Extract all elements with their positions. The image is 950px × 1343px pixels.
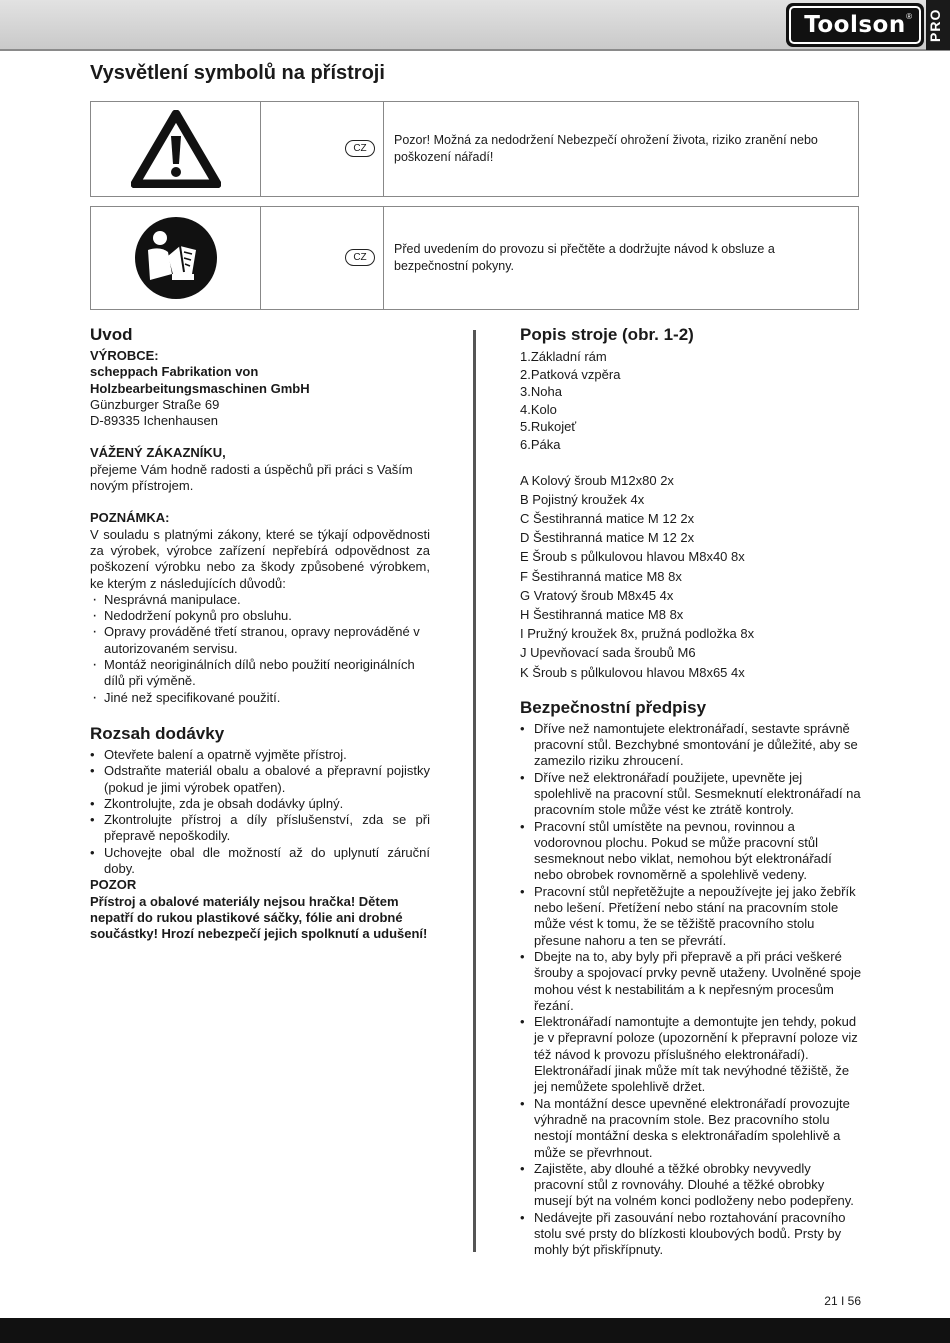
registered-mark: ® (906, 12, 912, 21)
list-item: C Šestihranná matice M 12 2x (520, 510, 695, 526)
language-cell (261, 207, 384, 309)
list-item: • Zkontrolujte, zda je obsah dodávky úplný. (90, 796, 430, 812)
toolson-logo (786, 3, 924, 47)
list-item: 1.Základní rám (520, 349, 607, 364)
list-item: E Šroub s půlkulovou hlavou M8x40 8x (520, 549, 745, 565)
list-item: • Elektronářadí namontujte a demontujte jen tehdy, pokud je v přepravní poloze (upozornění k přepravní poloze viz též návod k provozu příslušného elektronářadí). Elektronářadí jinak může mít tak nevýhodné těžiště, že jej nemůžete spolehlivě držet. (520, 1014, 862, 1095)
footer-bar (0, 1318, 950, 1343)
list-item: B Pojistný kroužek 4x (520, 491, 645, 507)
list-item: 3.Noha (520, 384, 562, 400)
list-item: J Upevňovací sada šroubů M6 (520, 645, 696, 661)
list-item: · Nesprávná manipulace. (90, 592, 430, 608)
list-item: 2.Patková vzpěra (520, 366, 621, 382)
warning-text: Přístroj a obalové materiály nejsou hračka! Dětem nepatří do rukou plastikové sáčky, fólie ani drobné součástky! Hrozí nebezpečí jejich spolknutí a udušení! (90, 893, 428, 942)
list-item: • Odstraňte materiál obalu a obalové a přepravní pojistky (pokud je jimi výrobek opatřen). (90, 763, 430, 796)
symbol-description: Pozor! Možná za nedodržení Nebezpečí ohrožení života, riziko zranění nebo poškození nářadí! (394, 133, 818, 164)
manufacturer-name-2: Holzbearbeitungsmaschinen GmbH (90, 380, 310, 396)
machine-parts-list (520, 348, 862, 454)
list-item: • Pracovní stůl umístěte na pevnou, rovinnou a vodorovnou plochu. Pokud se může pracovní stůl sesmeknout nebo viklat, nemohou být elektronářadí nebo obrobek rovnoměrně a spolehlivě vedeny. (520, 819, 862, 884)
list-item: · Jiné než specifikované použití. (90, 690, 430, 706)
column-divider (473, 330, 476, 1252)
list-item: D Šestihranná matice M 12 2x (520, 530, 695, 546)
delivery-list (90, 747, 430, 877)
note-list (90, 592, 430, 706)
page-number: 21 I 56 (824, 1294, 861, 1308)
read-manual-icon (91, 207, 261, 309)
hardware-list (520, 471, 862, 682)
symbol-row-warning (90, 101, 859, 197)
note-text: V souladu s platnými zákony, které se týkají odpovědnosti za výrobek, výrobce zařízení nepřebírá odpovědnost za poškození výrobku nebo za škody způsobené výrobkem, ke kterým z následujících důvodů: (90, 526, 430, 591)
list-item: 6.Páka (520, 436, 561, 452)
right-column (520, 325, 862, 1259)
safety-list (520, 721, 862, 1259)
list-item: · Opravy prováděné třetí stranou, opravy neprováděné v autorizovaném servisu. (90, 624, 430, 657)
list-item: 4.Kolo (520, 401, 557, 417)
symbol-description: Před uvedením do provozu si přečtěte a dodržujte návod k obsluze a bezpečnostní pokyny. (394, 242, 775, 273)
header-divider (0, 49, 950, 51)
list-item: • Dříve než namontujete elektronářadí, sestavte správně pracovní stůl. Bezchybné smontování je důležité, aby se zamezilo riziku zhroucení. (520, 721, 862, 770)
list-item: • Uchovejte obal dle možností až do uplynutí záruční doby. (90, 845, 430, 878)
manufacturer-label: VÝROBCE: (90, 348, 159, 363)
warning-triangle-icon (91, 102, 261, 196)
section-heading-bezpecnost: Bezpečnostní předpisy (520, 697, 707, 717)
list-item: · Montáž neoriginálních dílů nebo použití neoriginálních dílů při výměně. (90, 657, 430, 690)
list-item: 5.Rukojeť (520, 419, 577, 435)
page-title: Vysvětlení symbolů na přístroji (90, 62, 385, 84)
cz-badge: CZ (345, 140, 375, 157)
warning-label: POZOR (90, 877, 137, 893)
language-cell (261, 102, 384, 196)
customer-text: přejeme Vám hodně radosti a úspěchů při práci s Vaším novým přístrojem. (90, 461, 413, 494)
section-heading-rozsah: Rozsah dodávky (90, 723, 225, 743)
manufacturer-name-1: scheppach Fabrikation von (90, 364, 259, 380)
list-item: • Pracovní stůl nepřetěžujte a nepoužívejte jej jako žebřík nebo lešení. Přetížení nebo stání na pracovním stole může vést k tomu, že se těžiště pracovního stolu přesune nahoru a ten se převrátí. (520, 884, 862, 949)
list-item: F Šestihranná matice M8 8x (520, 568, 682, 584)
section-heading-popis: Popis stroje (obr. 1-2) (520, 325, 694, 344)
list-item: • Dbejte na to, aby byly při přepravě a při práci veškeré šrouby a spojovací prvky pevně utaženy. Uvolněné spoje mohou vést k nestabilitám a k nepřesným procesům řezání. (520, 949, 862, 1014)
list-item: • Zajistěte, aby dlouhé a těžké obrobky nevyvedly pracovní stůl z rovnováhy. Dlouhé a těžké obrobky musejí být na volném konci podloženy nebo podepřeny. (520, 1161, 862, 1210)
list-item: I Pružný kroužek 8x, pružná podložka 8x (520, 626, 755, 642)
logo-text: Toolson (804, 12, 906, 38)
manufacturer-city: D-89335 Ichenhausen (90, 413, 218, 429)
list-item: • Otevřete balení a opatrně vyjměte přístroj. (90, 747, 430, 763)
list-item: · Nedodržení pokynů pro obsluhu. (90, 608, 430, 624)
list-item: H Šestihranná matice M8 8x (520, 606, 684, 622)
cz-badge: CZ (345, 249, 375, 266)
left-column (90, 325, 430, 943)
list-item: • Dříve než elektronářadí použijete, upevněte jej spolehlivě na pracovní stůl. Sesmeknutí elektronářadí na pracovním stole může vést ke ztrátě kontroly. (520, 770, 862, 819)
list-item: K Šroub s půlkulovou hlavou M8x65 4x (520, 664, 745, 680)
list-item: • Na montážní desce upevněné elektronářadí provozujte výhradně na pracovním stole. Bez pracovního stolu nestojí montážní deska s elektronářadím spolehlivě a může se převrhnout. (520, 1096, 862, 1161)
pro-label: PRO (927, 8, 943, 42)
section-heading-uvod: Uvod (90, 325, 133, 344)
note-label: POZNÁMKA: (90, 510, 170, 526)
list-item: A Kolový šroub M12x80 2x (520, 472, 674, 488)
list-item: G Vratový šroub M8x45 4x (520, 587, 674, 603)
symbol-row-manual (90, 206, 859, 310)
list-item: • Zkontrolujte přístroj a díly příslušenství, zda se při přepravě nepoškodily. (90, 812, 430, 845)
customer-label: VÁŽENÝ ZÁKAZNÍKU, (90, 445, 226, 461)
manufacturer-street: Günzburger Straße 69 (90, 396, 220, 412)
list-item: • Nedávejte při zasouvání nebo roztahování pracovního stolu své prsty do blízkosti kloubových bodů. Prsty by mohly být přiskřípnuty. (520, 1210, 862, 1259)
